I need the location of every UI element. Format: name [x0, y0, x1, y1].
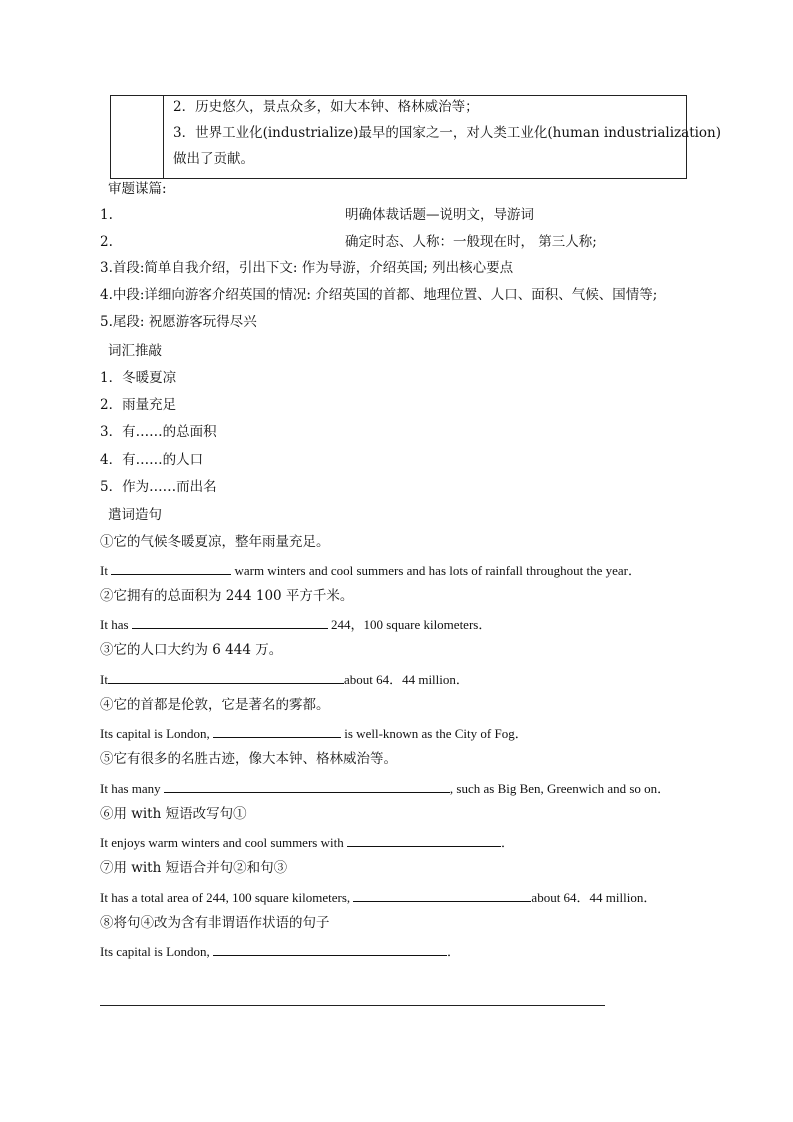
analysis-point-2-text: 确定时态、人称：一般现在时， 第三人称; [345, 234, 597, 250]
table-row-3-line-2: 做出了贡献。 [173, 151, 254, 167]
analysis-point-1-text: 明确体裁话题—说明文，导游词 [345, 207, 534, 223]
blank-3[interactable] [108, 669, 344, 684]
analysis-point-2-number: 2. [100, 234, 113, 250]
vocab-item-2: 2．雨量充足 [100, 397, 177, 413]
blank-2[interactable] [132, 614, 328, 629]
sentence-8-chinese: ⑧将句④改为含有非谓语作状语的句子 [100, 915, 330, 931]
analysis-heading: 审题谋篇: [108, 181, 167, 197]
sentence-1-english: It warm winters and cool summers and has lots of rainfall throughout the year． [100, 560, 641, 580]
sentences-heading: 遣词造句 [108, 507, 162, 523]
vocab-item-3: 3．有……的总面积 [100, 424, 217, 440]
sentence-7-chinese: ⑦用 with 短语合并句②和句③ [100, 860, 288, 876]
vocab-item-1: 1．冬暖夏凉 [100, 370, 177, 386]
sentence-1-chinese: ①它的气候冬暖夏凉，整年雨量充足。 [100, 534, 330, 550]
blank-1[interactable] [111, 560, 231, 575]
sentence-6-chinese: ⑥用 with 短语改写句① [100, 806, 247, 822]
table-column-divider [163, 96, 164, 178]
vocab-heading: 词汇推敲 [108, 343, 162, 359]
analysis-point-5: 5.尾段: 祝愿游客玩得尽兴 [100, 314, 257, 330]
blank-8[interactable] [213, 941, 447, 956]
analysis-point-3: 3.首段:简单自我介绍，引出下文: 作为导游，介绍英国; 列出核心要点 [100, 260, 514, 276]
sentence-5-english: It has many , such as Big Ben, Greenwich and so on． [100, 778, 670, 798]
vocab-item-5: 5．作为……而出名 [100, 479, 217, 495]
analysis-point-4: 4.中段:详细向游客介绍英国的情况: 介绍英国的首都、地理位置、人口、面积、气候、国情等; [100, 287, 658, 303]
sentence-4-english: Its capital is London, is well-known as the City of Fog． [100, 723, 528, 743]
info-table [110, 95, 722, 179]
vocab-item-4: 4．有……的人口 [100, 452, 204, 468]
table-row-2: 2．历史悠久，景点众多，如大本钟、格林威治等； [173, 99, 479, 115]
sentence-2-chinese: ②它拥有的总面积为 244 100 平方千米。 [100, 588, 354, 604]
blank-4[interactable] [213, 723, 341, 738]
sentence-6-english: It enjoys warm winters and cool summers with ． [100, 832, 514, 852]
sentence-3-chinese: ③它的人口大约为 6 444 万。 [100, 642, 283, 658]
sentence-5-chinese: ⑤它有很多的名胜古迹，像大本钟、格林威治等。 [100, 751, 397, 767]
analysis-point-1-number: 1. [100, 207, 113, 223]
table-row-3-line-1: 3．世界工业化(industrialize)最早的国家之一，对人类工业化(human industrialization) [173, 125, 722, 141]
blank-5[interactable] [164, 778, 450, 793]
blank-7[interactable] [353, 887, 531, 902]
sentence-4-chinese: ④它的首都是伦敦，它是著名的雾都。 [100, 697, 330, 713]
sentence-2-english: It has 244，100 square kilometers． [100, 614, 491, 634]
sentence-7-english: It has a total area of 244, 100 square kilometers, about 64．44 million． [100, 887, 656, 907]
sentence-8-english: Its capital is London, ． [100, 941, 460, 961]
footer-rule [100, 1005, 605, 1006]
blank-6[interactable] [347, 832, 501, 847]
sentence-3-english: It about 64．44 million． [100, 669, 469, 689]
